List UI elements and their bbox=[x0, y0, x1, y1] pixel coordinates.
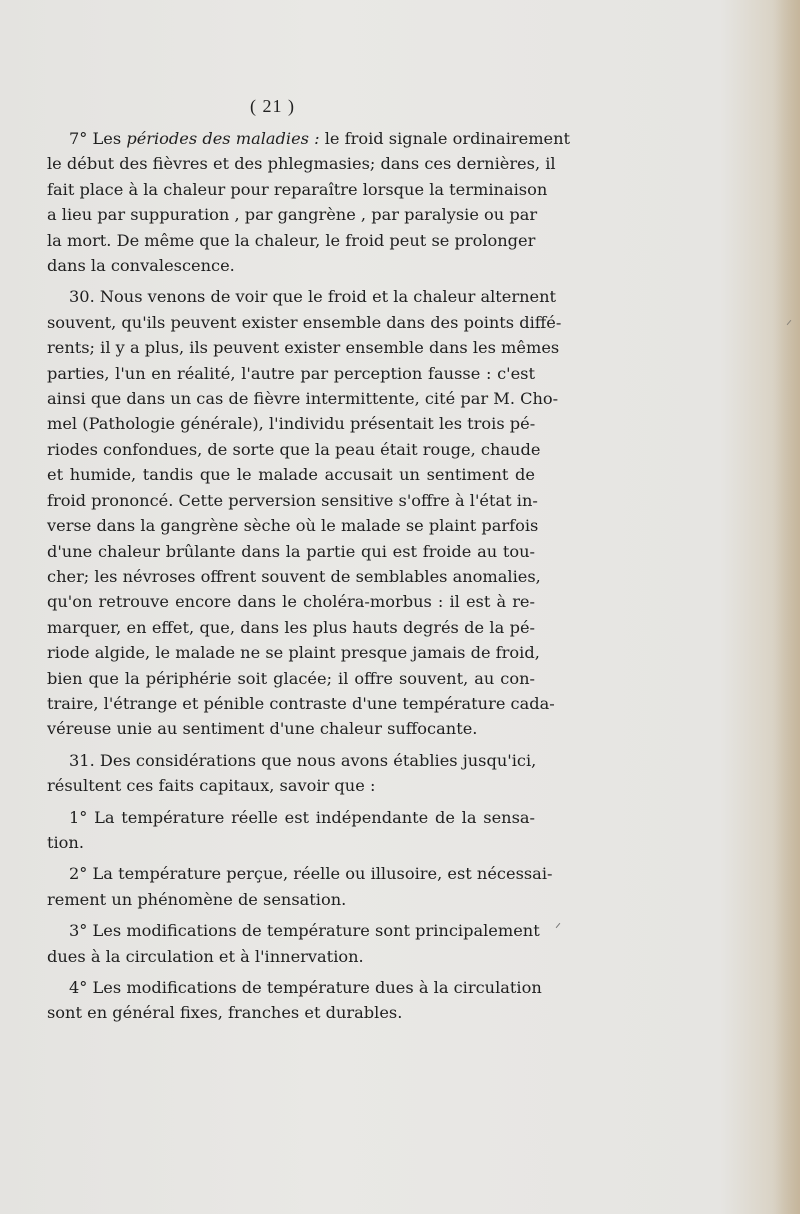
paragraph-31 bbox=[25, 748, 535, 799]
text-line: riodes confondues, de sorte que la peau était rouge, chaude bbox=[47, 439, 541, 459]
list-item-2 bbox=[25, 861, 553, 912]
text-line: froid prononcé. Cette perversion sensitive s'offre à l'état in- bbox=[47, 490, 538, 510]
text-line: résultent ces faits capitaux, savoir que : bbox=[47, 776, 376, 796]
page-number: ( 21 ) bbox=[250, 96, 295, 116]
text-line: traire, l'étrange et pénible contraste d'une température cada- bbox=[47, 693, 555, 713]
text-line: 7° Les périodes des maladies : le froid signale ordinairement bbox=[69, 129, 571, 148]
text-line: tion. bbox=[47, 832, 84, 852]
text-line: 31. Des considérations que nous avons établies jusqu'ici, bbox=[69, 750, 537, 770]
text-line: dues à la circulation et à l'innervation. bbox=[47, 946, 364, 966]
text-line: 2° La température perçue, réelle ou illusoire, est nécessai- bbox=[69, 864, 553, 884]
text-line: mel (Pathologie générale), l'individu présentait les trois pé- bbox=[47, 414, 536, 434]
text-line: véreuse unie au sentiment d'une chaleur suffocante. bbox=[47, 719, 478, 739]
emphasis-text: périodes des maladies : bbox=[126, 129, 320, 148]
text-line: 30. Nous venons de voir que le froid et la chaleur alternent bbox=[69, 287, 557, 307]
text-line: la mort. De même que la chaleur, le froid peut se prolonger bbox=[47, 230, 536, 250]
text-line: marquer, en effet, que, dans les plus hauts degrés de la pé- bbox=[47, 617, 535, 637]
text-line: le début des fièvres et des phlegmasies; dans ces dernières, il bbox=[47, 154, 556, 174]
paragraph-30 bbox=[25, 284, 562, 741]
text-line: fait place à la chaleur pour reparaître lorsque la terminaison bbox=[47, 179, 548, 199]
text-line: souvent, qu'ils peuvent exister ensemble dans des points diffé- bbox=[47, 312, 562, 332]
text-line: dans la convalescence. bbox=[47, 256, 235, 276]
text-line: rents; il y a plus, ils peuvent exister ensemble dans les mêmes bbox=[47, 338, 560, 358]
text-line: qu'on retrouve encore dans le choléra-morbus : il est à re- bbox=[47, 592, 535, 612]
list-item-1 bbox=[25, 805, 535, 856]
text-line: 1° La température réelle est indépendante de la sensa- bbox=[69, 807, 535, 827]
body-text bbox=[25, 126, 571, 1032]
text-line: 4° Les modifications de température dues à la circulation bbox=[69, 978, 542, 997]
text-line: cher; les névroses offrent souvent de semblables anomalies, bbox=[47, 566, 541, 586]
list-item-3 bbox=[25, 918, 540, 969]
text-line: a lieu par suppuration , par gangrène , par paralysie ou par bbox=[47, 205, 538, 225]
paragraph-7-periodes bbox=[25, 126, 571, 278]
margin-mark bbox=[556, 923, 561, 928]
text-line: sont en général fixes, franches et durables. bbox=[47, 1003, 403, 1023]
margin-mark bbox=[787, 320, 792, 325]
text-line: parties, l'un en réalité, l'autre par perception fausse : c'est bbox=[47, 363, 535, 383]
list-item-4 bbox=[25, 975, 542, 1026]
text-line: bien que la périphérie soit glacée; il offre souvent, au con- bbox=[47, 668, 535, 688]
text-line: verse dans la gangrène sèche où le malade se plaint parfois bbox=[47, 516, 539, 536]
text-line: ainsi que dans un cas de fièvre intermittente, cité par M. Cho- bbox=[47, 389, 559, 409]
text-line: 3° Les modifications de température sont principalement bbox=[69, 921, 540, 941]
text-line: riode algide, le malade ne se plaint presque jamais de froid, bbox=[47, 643, 540, 663]
text-line: et humide, tandis que le malade accusait un sentiment de bbox=[47, 465, 535, 485]
text-line: rement un phénomène de sensation. bbox=[47, 889, 347, 909]
text-line: d'une chaleur brûlante dans la partie qui est froide au tou- bbox=[47, 541, 535, 561]
